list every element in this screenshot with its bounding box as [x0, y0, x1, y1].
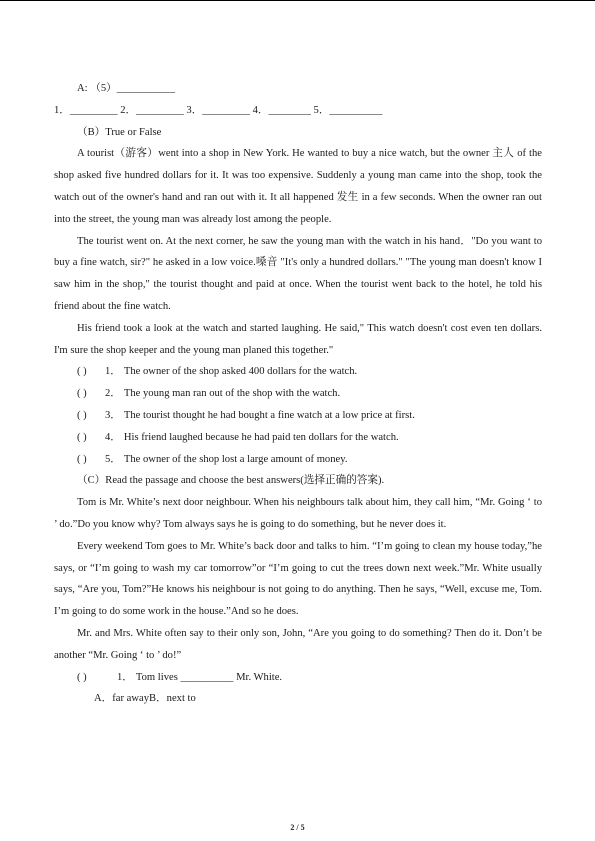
section-c-paragraph: Tom is Mr. White’s next door neighbour. When his neighbours talk about him, they call him, “Mr. Going ‘ to ’ do.”Do you know why? Tom always says he is going to do something, but he never does it.: [54, 497, 542, 530]
multiple-choice-question: [54, 667, 542, 689]
question-number: 2．: [105, 388, 121, 400]
answer-blank[interactable]: ( ): [77, 453, 87, 465]
answer-blank[interactable]: ( ): [77, 388, 87, 400]
answer-line: A: （5）___________: [77, 83, 175, 94]
question-number: 3．: [105, 409, 121, 421]
question-text: The owner of the shop asked 400 dollars for the watch.: [123, 366, 358, 378]
page-content: [54, 78, 542, 710]
answer-blank[interactable]: ( ): [77, 671, 87, 683]
section-c-paragraph: Every weekend Tom goes to Mr. White’s back door and talks to him. “I’m going to clean my house today,”he says, or “I’m going to wash my car tomorrow”or “I’m going to cut the trees down next week.”Mr. White usually says, “Are you, Tom?”He knows his neighbour is not going to do anything. Then he says, “Well, excuse me, Tom. I’m going to do some work in the house.”And so he does.: [54, 540, 542, 618]
true-false-question: [54, 361, 542, 383]
question-text: The owner of the shop lost a large amount of money.: [123, 453, 348, 465]
question-number: 1．: [117, 671, 133, 683]
answer-blank[interactable]: ( ): [77, 409, 87, 421]
answer-blank[interactable]: ( ): [77, 366, 87, 378]
section-b-heading: （B）True or False: [77, 126, 162, 138]
true-false-question: [54, 383, 542, 405]
question-text: Tom lives __________ Mr. White.: [135, 671, 283, 683]
answer-blank[interactable]: ( ): [77, 431, 87, 443]
question-number: 5．: [105, 453, 121, 465]
section-b-paragraph: A tourist（游客）went into a shop in New York. He wanted to buy a nice watch, but the owner 主人 of the shop asked five hundred dollars for it. It was too expensive. Suddenly a young man came into the shop, took the watch out of the owner's hand and ran out with it. It all happened 发生 in a few seconds. When the owner ran out into the street, the young man was already lost among the people.: [54, 148, 542, 225]
true-false-question: [54, 427, 542, 449]
question-text: His friend laughed because he had paid ten dollars for the watch.: [123, 431, 399, 443]
answer-options[interactable]: A．far awayB．next to: [94, 693, 196, 705]
section-c-heading: （C）Read the passage and choose the best answers(选择正确的答案).: [77, 475, 385, 487]
section-b-paragraph: His friend took a look at the watch and started laughing. He said," This watch doesn't cost even ten dollars. I'm sure the shop keeper and the young man planed this together.": [54, 322, 542, 356]
blank-row: 1．_________ 2．_________ 3．_________ 4．________ 5．__________: [54, 104, 383, 116]
question-text: The tourist thought he had bought a fine watch at a low price at first.: [123, 409, 415, 421]
question-number: 1．: [105, 366, 121, 378]
true-false-question: [54, 449, 542, 471]
section-b-paragraph: The tourist went on. At the next corner, he saw the young man with the watch in his hand．"Do you want to buy a fine watch, sir?" he asked in a low voice.嗓音 "It's only a hundred dollars." "The young man doesn't know I saw him in the shop," the tourist thought and paid at once. When the tourist went back to the hotel, he told his friend about the fine watch.: [54, 235, 542, 312]
question-text: The young man ran out of the shop with the watch.: [123, 388, 341, 400]
section-c-paragraph: Mr. and Mrs. White often say to their only son, John, “Are you going to do something? Then do it. Don’t be another “Mr. Going ‘ to ’ do!”: [54, 627, 542, 661]
top-rule: [0, 0, 595, 1]
true-false-question: [54, 405, 542, 427]
question-number: 4．: [105, 431, 121, 443]
page-number: 2 / 5: [290, 823, 305, 832]
